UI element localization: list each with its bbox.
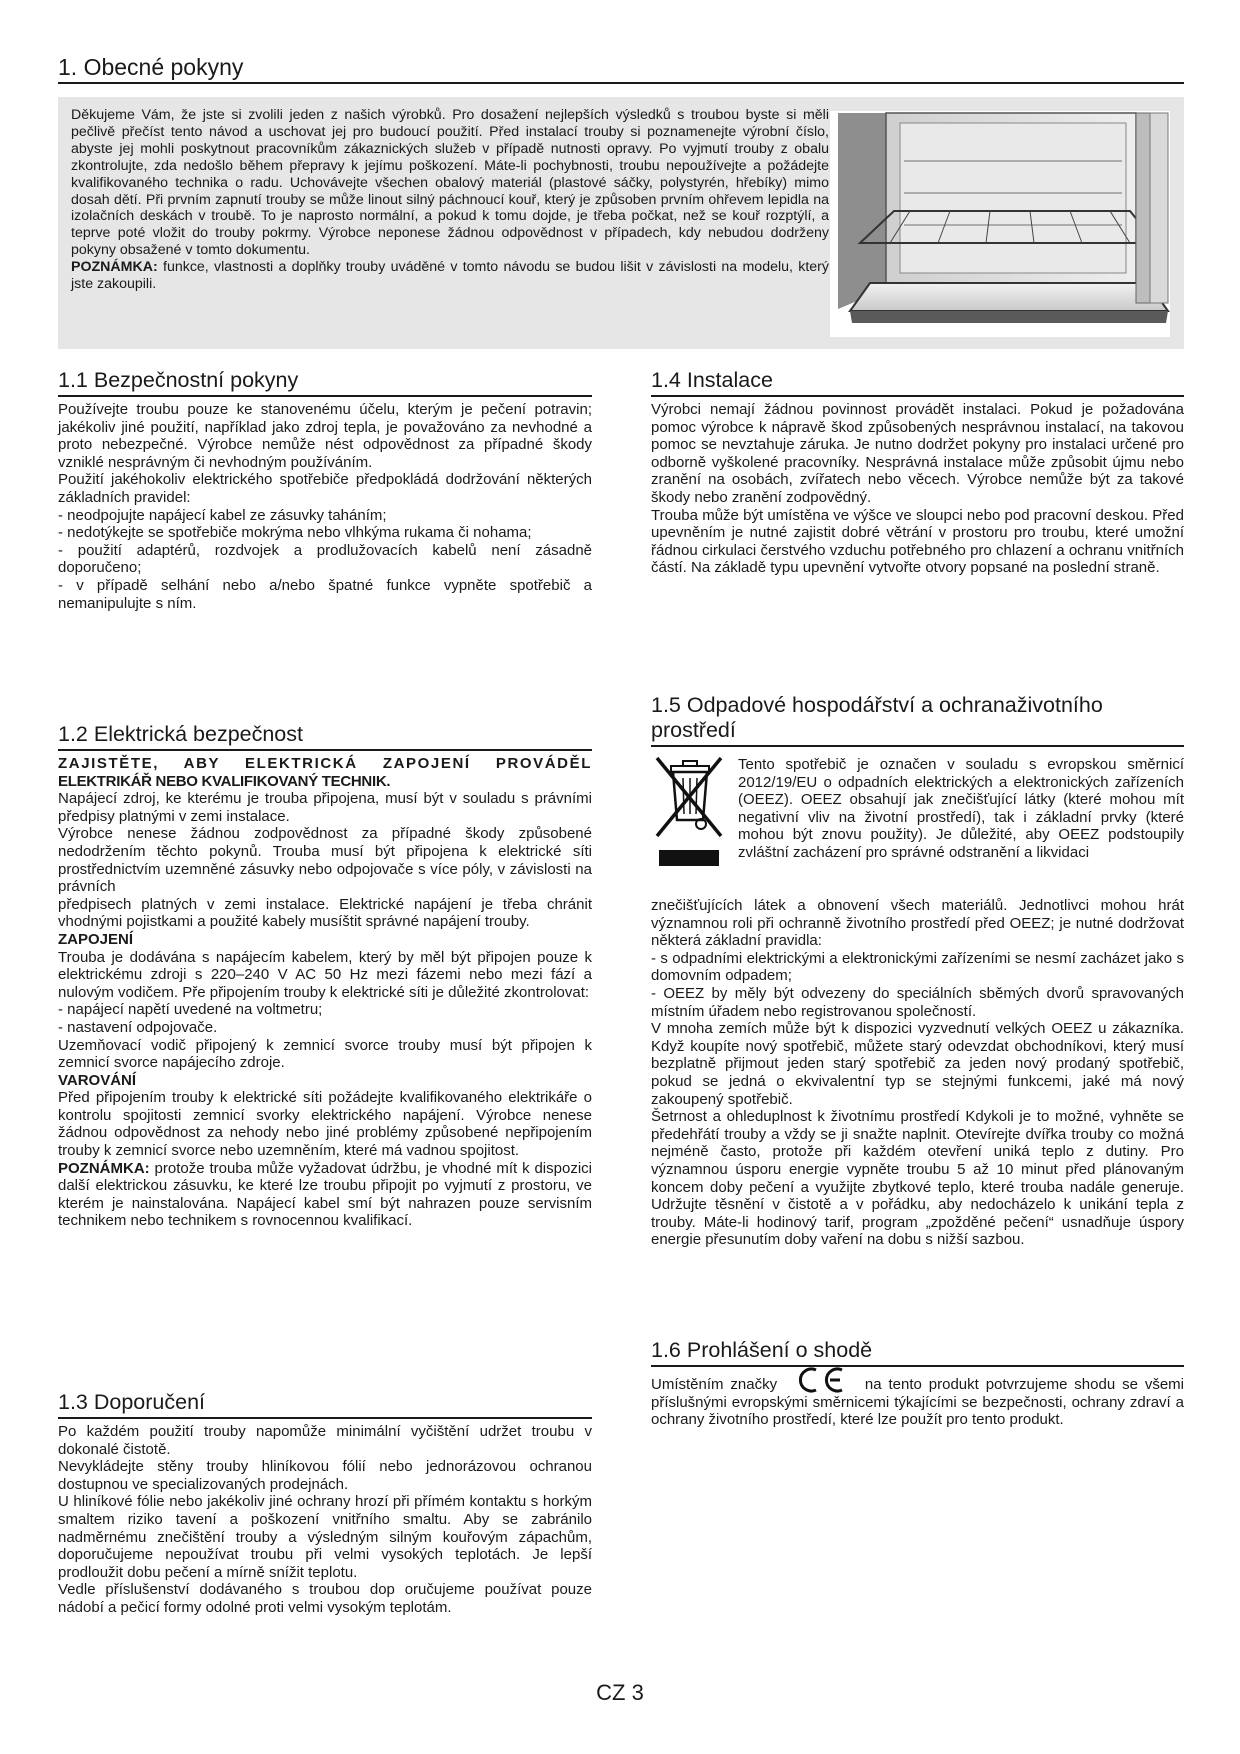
oven-photo <box>830 111 1170 337</box>
section-1-3-body <box>58 1423 592 1617</box>
s15-b2: - OEEZ by měly být odvezeny do speciálních sběmých dvorů spravovaných místním úřadem nebo registrovanou společností. <box>651 984 1184 1020</box>
intro-text <box>71 107 829 293</box>
section-1-1-body <box>58 401 592 612</box>
section-1-2-body <box>58 755 592 1230</box>
s14-p1: Výrobci nemají žádnou povinnost provádět instalaci. Pokud je požadována pomoc výrobce k nápravě škod způsobených nesprávnou instalací, na takovou pomoc se nevztahuje záruka. Je nutno dodržet pokyny pro instalaci určené pro odborně vyškolené pracovníky. Nesprávná instalace může způsobit újmu nebo zranění na osobách, zvířatech nebo věcech. Výrobce nemůže být za takové škody nebo zranění zodpovědný. <box>651 401 1184 506</box>
s12-caps-b: ELEKTRIKÁŘ NEBO KVALIFIKOVANÝ TECHNIK. <box>58 772 391 790</box>
intro-box <box>58 97 1184 349</box>
heading-1-3: 1.3 Doporučení <box>58 1390 206 1414</box>
s15-p-wrap: Tento spotřebič je označen v souladu s evropskou směrnicí 2012/19/EU o odpadních elektrických a elektronických zařízeních (OEEZ). OEEZ obsahují jak znečišťující látky (které mohou mít negativní vliv na životní prostředí), tak i základní prvky (které mohou být znovu použity). Je důležité, aby OEEZ podstoupily zvláštní zacházení pro správné odstranění a likvidaci <box>738 756 1184 861</box>
rule-1-3 <box>58 1417 592 1419</box>
s16-p-after: na tento produkt potvrzujeme shodu se všemi příslušnými evropskými směrnicemi týkajícími se bezpečnosti, ochrany zdraví a ochrany životního prostředí, které lze použít pro tento produkt. <box>651 1376 1184 1429</box>
heading-1-1: 1.1 Bezpečnostní pokyny <box>58 368 299 392</box>
section-1-6-body <box>651 1371 1184 1429</box>
s13-p3: U hliníkové fólie nebo jakékoliv jiné ochrany hrozí při přímém kontaktu s horkým smaltem riziko tavení a poškození vnitřního smaltu. Aby se zabránilo nadměrnému znečištění trouby a výsledným silným kouřovým zápachům, doporučujeme nepoužívat troubu při velmi vysokých teplotách. Je lepší prodloužit dobu pečení a mírně snížit teplotu. <box>58 1493 592 1581</box>
section-1-5-body <box>651 897 1184 1249</box>
s12-p2: Výrobce nenese žádnou zodpovědnost za případné škody způsobené nedodržením těchto pokynů. Trouba musí být připojena k elektrické síti prostřednictvím uzemněné zásuvky nebo odpojovače s více póly, v závislosti na právních <box>58 825 592 896</box>
title-rule <box>58 82 1184 84</box>
s11-b1: - neodpojujte napájecí kabel ze zásuvky taháním; <box>58 506 387 524</box>
s13-p4: Vedle příslušenství dodávaného s troubou dop oručujeme používat pouze nádobí a pečicí formy odolné proti velmi vysokým teplotám. <box>58 1581 592 1616</box>
rule-1-1 <box>58 395 592 397</box>
s13-p2: Nevykládejte stěny trouby hliníkovou fólií nebo jednorázovou ochranou dostupnou ve specializovaných prodejnách. <box>58 1458 592 1493</box>
rule-1-6 <box>651 1365 1184 1367</box>
section-1-4-body <box>651 401 1184 577</box>
heading-1-5 <box>651 693 1184 743</box>
intro-note-text: funkce, vlastnosti a doplňky trouby uváděné v tomto návodu se budou lišit v závislosti na modelu, který jste zakoupili. <box>71 259 829 293</box>
s16-p-before: Umístěním značky <box>651 1376 778 1393</box>
s12-p4: Trouba je dodávána s napájecím kabelem, který by měl být připojen pouze k elektrickému zdroji s 220–240 V AC 50 Hz mezi fázemi nebo mezi fází a nulovým vodičem. Pře připojením trouby k elektrické síti je důležité zkontrolovat: <box>58 948 592 1001</box>
s12-p5: Uzemňovací vodič připojený k zemnicí svorce trouby musí být připojen k zemnicí svorce napájecího zdroje. <box>58 1036 592 1072</box>
crossed-out-wheelie-bin-icon <box>651 754 727 869</box>
page-title: 1. Obecné pokyny <box>58 54 244 80</box>
rule-1-2 <box>58 749 592 751</box>
s12-war-label: VAROVÁNÍ <box>58 1071 137 1089</box>
ce-mark-icon <box>794 1371 848 1393</box>
s15-p-rest: znečišťujících látek a obnovení všech materiálů. Jednotlivci mohou hrát významnou roli při ochranně životního prostředí před OEEZ; je nutné dodržovat některá základní pravidla: <box>651 897 1184 950</box>
s12-zap-label: ZAPOJENÍ <box>58 930 134 948</box>
heading-1-6: 1.6 Prohlášení o shodě <box>651 1338 873 1362</box>
s12-caps-a: ZAJISTĚTE, ABY ELEKTRICKÁ ZAPOJENÍ PROVÁDĚL <box>58 755 592 772</box>
s12-p6: Před připojením trouby k elektrické síti požádejte kvalifikovaného elektrikáře o kontrolu spojitosti zemnicí svorky elektrického napájení. Výrobce nenese žádnou odpovědnost za nehody nebo jiné problémy způsobené nepřipojením trouby k zemnicí svorce nebo uzemněním, které má vadnou spojitost. <box>58 1089 592 1160</box>
s15-wrap-text <box>738 756 1184 862</box>
heading-1-5-line2: prostředí <box>651 718 736 742</box>
s14-p2: Trouba může být umístěna ve výšce ve sloupci nebo pod pracovní deskou. Před upevněním je nutné zajistit dobré větrání v prostoru pro troubu, které umožní řádnou cirkulaci čerstvého vzduchu potřebného pro chlazení a ochranu vnitřních částí. Na základě typu upevnění vytvořte otvory popsané na poslední straně. <box>651 506 1184 577</box>
s11-b4: - v případě selhání nebo a/nebo špatné funkce vypněte spotřebič a nemanipulujte s ním. <box>58 576 592 612</box>
rule-1-5 <box>651 745 1184 747</box>
s12-b1: - napájecí napětí uvedené na voltmetru; <box>58 1001 323 1019</box>
page-number: CZ 3 <box>596 1680 644 1705</box>
s11-p2: Použití jakéhokoliv elektrického spotřebiče předpokládá dodržování některých základních pravidel: <box>58 471 592 506</box>
rule-1-4 <box>651 395 1184 397</box>
intro-paragraph: Děkujeme Vám, že jste si zvolili jeden z našich výrobků. Pro dosažení nejlepších výsledků s troubou byste si měli pečlivě přečíst tento návod a uschovat jej pro budoucí použití. Před instalací trouby si poznamenejte výrobní číslo, abyste jej mohli poskytnout pracovníkům zákaznických služeb v případě nutnosti opravy. Po vyjmutí trouby z obalu zkontrolujte, zda nedošlo během přepravy k jejímu poškození. Máte-li pochybnosti, troubu nepoužívejte a požádejte kvalifikovaného technika o radu. Uchovávejte všechen obalový materiál (plastové sáčky, polystyrén, hřebíky) mimo dosah dětí. Při prvním zapnutí trouby se může linout silný páchnoucí kouř, který je způsoben prvním ohřevem lepidla na izolačních deskách v troubě. To je naprosto normální, a pokud k tomu dojde, je třeba počkat, než se kouř rozptýlí, a teprve poté vložit do trouby pokrmy. Výrobce neponese žádnou odpovědnost v případech, kdy nebudou dodrženy pokyny obsažené v tomto dokumentu. <box>71 107 829 259</box>
s11-b2: - nedotýkejte se spotřebiče mokrýma nebo vlhkýma rukama či nohama; <box>58 524 532 542</box>
s12-p3: předpisech platných v zemi instalace. Elektrické napájení je třeba chránit vhodnými pojistkami a použité kabely musíštit správné napájení trouby. <box>58 895 592 931</box>
heading-1-5-line1: 1.5 Odpadové hospodářství a ochranaživotního <box>651 693 1103 717</box>
intro-note-label: POZNÁMKA: <box>71 259 158 276</box>
s15-p2: V mnoha zemích může být k dispozici vyzvednutí velkých OEEZ u zákazníka. Když koupíte nový spotřebič, můžete starý odevzdat obchodníkovi, který musí bezplatně přijmout jeden starý spotřebič za jeden nový prodaný spotřebič, pokud se jedná o ekvivalentní typ se stejnými funkcemi, jaké má nový zakoupený spotřebič. <box>651 1020 1184 1108</box>
heading-1-2: 1.2 Elektrická bezpečnost <box>58 722 303 746</box>
s13-p1: Po každém použití trouby napomůže minimální vyčištění udržet troubu v dokonalé čistotě. <box>58 1423 592 1458</box>
s11-b3: - použití adaptérů, rozdvojek a prodlužovacích kabelů není zásadně doporučeno; <box>58 541 592 577</box>
s15-b1: - s odpadními elektrickými a elektronickými zařízeními se nesmí zacházet jako s domovním odpadem; <box>651 949 1184 985</box>
s12-note-text: protože trouba může vyžadovat údržbu, je vhodné mít k dispozici další elektrickou zásuvku, ke které lze troubu připojit po vyjmutí z prostoru, ve kterém je nainstalována. Napájecí kabel smí být nahrazen pouze servisním technikem nebo technikem s rovnocennou kvalifikací. <box>58 1159 592 1230</box>
s11-p1: Používejte troubu pouze ke stanovenému účelu, kterým je pečení potravin; jakékoliv jiné použití, například jako zdroj tepla, je považováno za nevhodné a proto nebezpečné. Výrobce nemůže nést odpovědnost za případné škody vzniklé nesprávným či nevhodným používáním. <box>58 401 592 471</box>
s12-b2: - nastavení odpojovače. <box>58 1018 218 1036</box>
heading-1-4: 1.4 Instalace <box>651 368 773 392</box>
s12-note-label: POZNÁMKA: <box>58 1159 150 1177</box>
s15-p3: Šetrnost a ohleduplnost k životnímu prostředí Kdykoli je to možné, vyhněte se předehřátí trouby a vždy se ji snažte naplnit. Otevírejte dvířka trouby co možná nejméně často, protože při každém otevření uniká teplo z dutiny. Pro významnou úsporu energie vypněte troubu 5 až 10 minut před plánovaným koncem doby pečení a využijte zbytkové teplo, které trouba nadále generuje. Udržujte těsnění v čistotě a v pořádku, aby nedocházelo k unikání tepla z trouby. Máte-li hodinový tarif, program „zpožděné pečení“ usnadňuje úspory energie přesunutím doby vaření na dobu s nižší sazbou. <box>651 1108 1184 1249</box>
oven-illustration <box>830 111 1170 337</box>
s12-p1: Napájecí zdroj, ke kterému je trouba připojena, musí být v souladu s právními předpisy platnými v zemi instalace. <box>58 790 592 825</box>
